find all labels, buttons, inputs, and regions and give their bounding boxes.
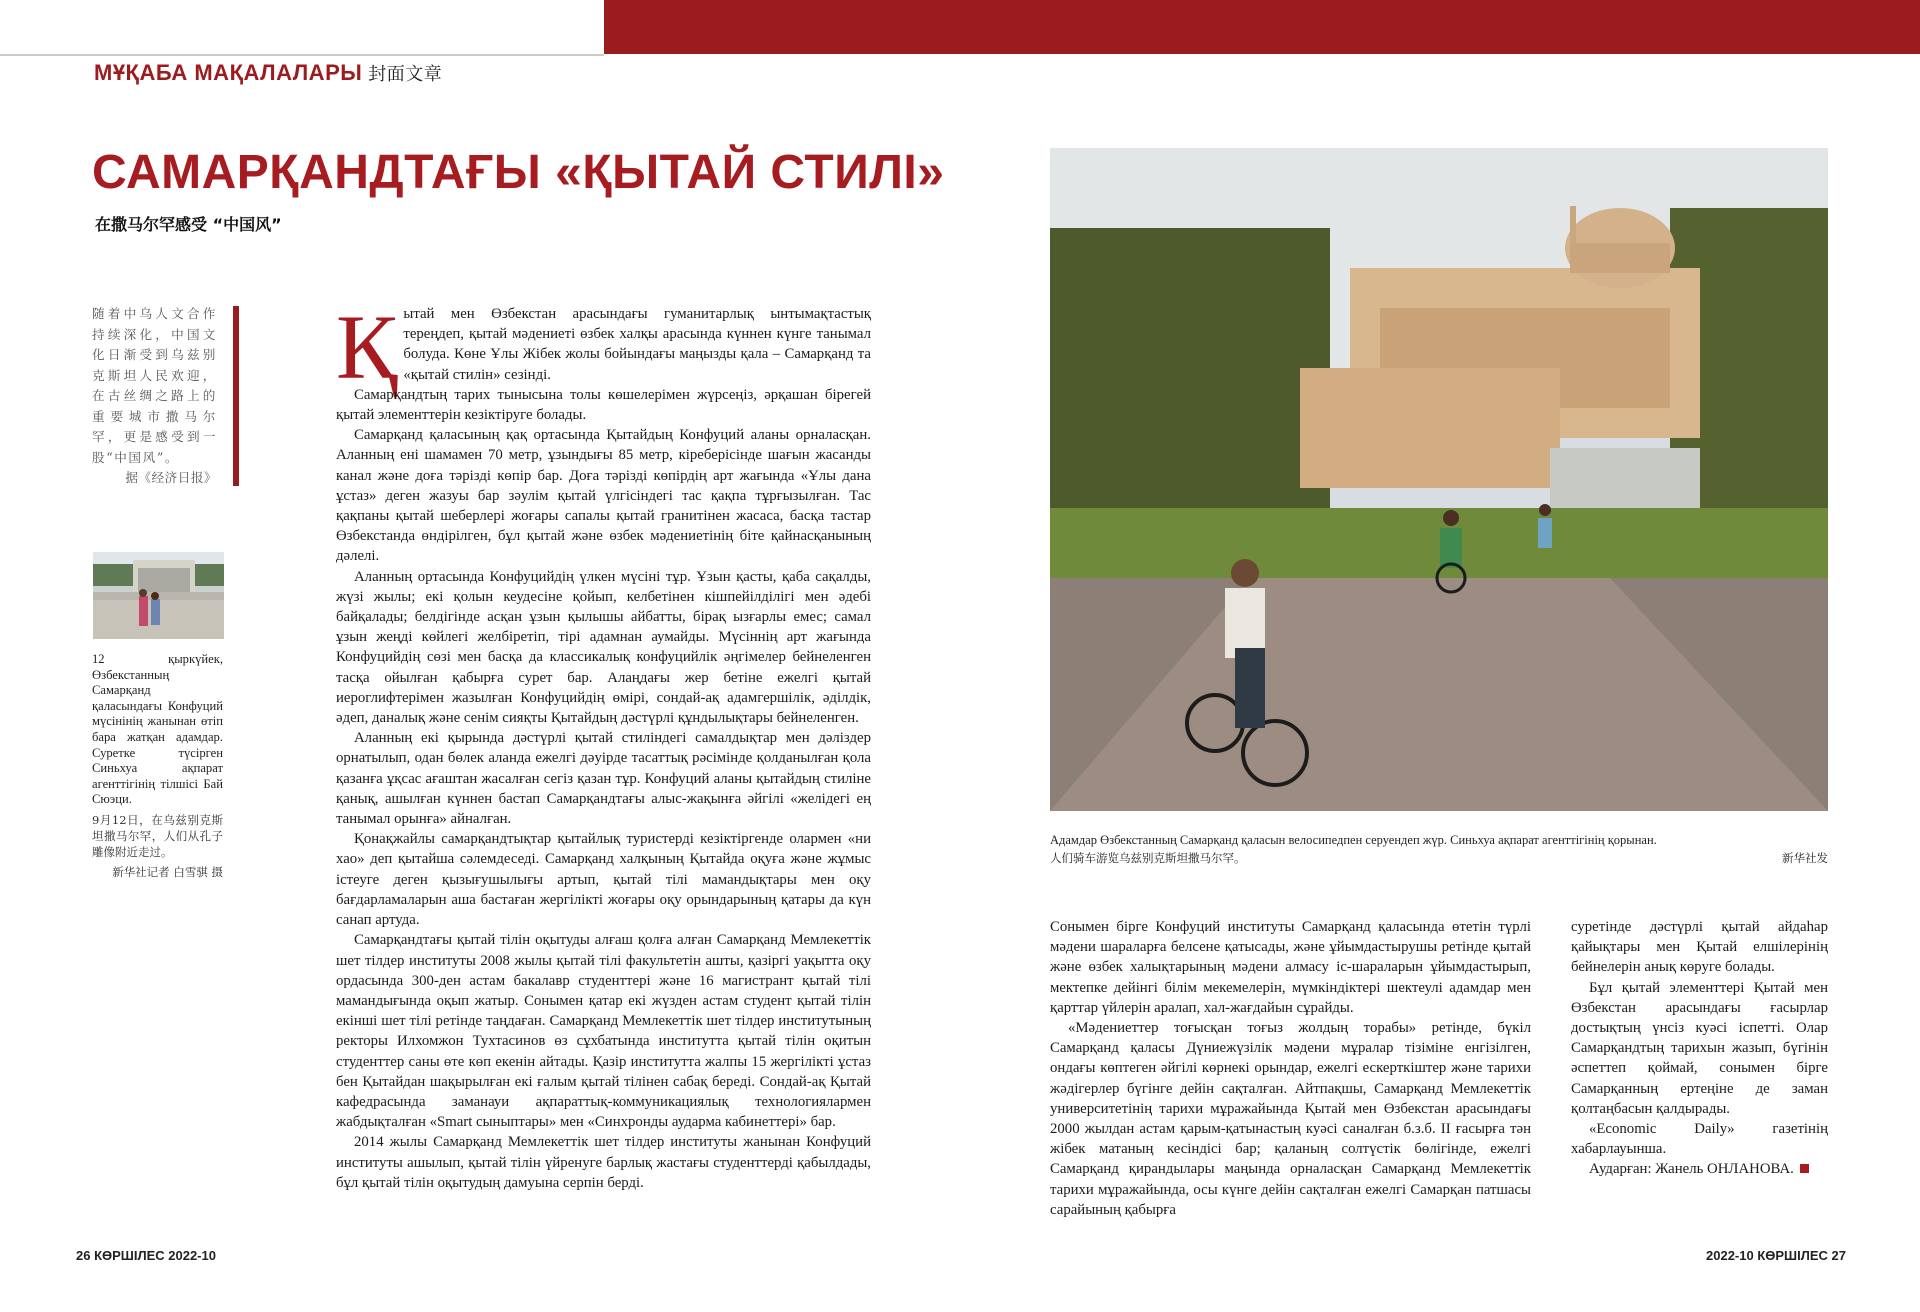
header-red-bar [604,0,1920,54]
article-column-1 [336,296,871,1193]
end-mark [1800,1164,1809,1173]
sidebar-summary-text: 随着中乌人文合作持续深化，中国文化日渐受到乌兹别克斯坦人民欢迎，在古丝绸之路上的重要城市撒马尔罕，更是感受到一股“中国风”。 [92,306,217,465]
paragraph: суретінде дәстүрлі қытай айдаһар қайықтары мен Қытай елшілерінің бейнелерін анық көруге болады. [1571,919,1828,976]
paragraph-intro-text: ытай мен Өзбекстан арасындағы гуманитарлық ынтымақтастық тереңдеп, қытай мәдениеті өзбек халқы арасында күннен күнге танымал болуда. Көне Ұлы Жібек жолы бойындағы маңызды қала – Самарқанд та «қытай стилін» сезінді. [403,306,871,383]
translator-line [1571,1159,1828,1179]
article-column-2 [1050,917,1531,1220]
main-caption-zh-row [1050,849,1828,867]
paragraph: Қонақжайлы самарқандтықтар қытайлық туристерді кезіктіргенде олармен «ни хао» деп қытайша сәлемдеседі. Самарқанд халқының Қытайда оқуға және жұмыс істеуге деген қызығушылығы артып, қытай тілі мамандықтары мен оқу бағдарламаларын аша бастаған жергілікті жоғары оқу орындарының қатары да күн санап артуда. [336,831,871,929]
article-title: САМАРҚАНДТАҒЫ «ҚЫТАЙ СТИЛІ» [92,146,945,199]
main-caption-zh: 人们骑车游览乌兹别克斯坦撒马尔罕。 [1050,851,1246,865]
small-caption-credit: 新华社记者 白雪骐 摄 [112,864,223,879]
cyclists-samarkand-photo [1050,148,1828,811]
section-label [94,60,442,86]
paragraph: Аланның ортасында Конфуцийдің үлкен мүсіні тұр. Ұзын қасты, қаба сақалды, жүзі жылы; екі қолын кеудесіне қойып, келбетінен кішпейілділігі мен әдебі байқалады; белдігінде асқан ұзын қылышы айбатты, бірақ ызғарлы емес; самал ұзын жеңді көйлегі желбіретіп, тірі адамнан аумайды. Мүсіннің арт жағында Конфуцийдің сөзі мен басқа да классикалық конфуцийлік әңгімелер бейнеленген тасқа ойылған қабырға сурет бар. Алаңдағы жер бетіне ежелгі қытай иероглифтерімен жазылған Конфуцийдің өмірі, сондай-ақ адамгершілік, әділдік, әдеп, даналық және сенім сияқты Қытайдың дәстүрлі құндылықтары бейнеленген. [336,568,871,727]
confucius-statue-photo [93,552,224,639]
sidebar-summary [92,304,217,489]
small-caption-zh: 9月12日，在乌兹别克斯坦撒马尔罕，人们从孔子雕像附近走过。 [92,812,223,859]
main-caption-credit: 新华社发 [1782,851,1828,865]
paragraph: «Economic Daily» газетінің хабарлауынша. [1571,1121,1828,1158]
sidebar-summary-source: 据《经济日报》 [125,470,217,485]
paragraph: Самарқандтың тарих тынысына толы көшелерімен жүрсеңіз, әрқашан бірегей қытай элементтерін кезіктіруге болады. [336,386,871,424]
paragraph-intro [336,296,871,398]
paragraph: Бұл қытай элементтері Қытай мен Өзбекстан арасындағы ғасырлар достықтың үнсіз куәсі іспетті. Олар Самарқандтың тарихын жазып, бүгінін әспеттеп қоймай, сонымен бірге Самарқанның ертеңіне де заман қолтаңбасын қалдырады. [1571,979,1828,1117]
quote-accent-bar [233,306,239,486]
article-column-3 [1571,917,1828,1180]
header-rule [0,54,604,56]
paragraph: Самарқанд қаласының қақ ортасында Қытайдың Конфуций аланы орналасқан. Аланның ені шамамен 70 метр, ұзындығы 85 метр, кіреберісінде шағын жасанды канал және доға тәрізді көпір бар. Доға тәрізді көпірдің арт жағында «Ұлы дана ұстаз» деген жазуы бар зәулім қытай үлгісіндегі тас қақпа тұрғызылған. Тас қақпаны қытай шеберлері жоғары сапалы қытай гранитінен жасаса, басқа тастар Өзбекстанда өндірілген, бұл қытай және өзбек мәдениетінің біте қайнасқанының дәлелі. [336,427,871,565]
section-label-zh: 封面文章 [368,64,443,84]
paragraph: «Мәдениеттер тоғысқан тоғыз жолдың торабы» ретінде, бүкіл Самарқанд қаласы Дүниежүзілік мәдени мұралар тізіміне енгізілген, ондағы көптеген әйгілі көрнекі орындар, ежелгі ескерткіштер және тарихи жәдігерлер бүгінге дейін сақталған. Айтпақшы, Самарқанд Мемлекеттік университетінің тарихи мұражайында Қытай мен Өзбекстан арасындағы 2000 жылдан астам қарым-қатынастың куәсі саналған б.з.б. II ғасырға тән жібек матаның кесіндісі бар; қаланың солтүстік бөлігінде, ежелгі Самарқанд қирандылары маңында орналасқан Самарқанд Мемлекеттік тарихи мұражайында, осы күнге дейін сақталған ежелгі Самарқан патшасы сарайының қабырға [1050,1020,1531,1218]
paragraph: Аланның екі қырында дәстүрлі қытай стиліндегі самалдықтар мен дәліздер орнатылып, одан бөлек аланда ежелгі дәуірде тасаттық рәсімінде қолданылған қола қазанға ұқсас ағаштан жасалған сегіз қазан тұр. Конфуций аланы қытайдың стиліне қанық, ашылған күннен бастап Самарқандтағы алыс-жақынға әйгілі «желідегі ең танымал орынға» айналған. [336,730,871,828]
article-subtitle: 在撒马尔罕感受 “中国风” [95,215,282,234]
small-caption-kz: 12 қыркүйек, Өзбекстанның Самарқанд қаласындағы Конфуций мүсінінің жанынан өтіп бара жатқан адамдар. Суретке түсірген Синьхуа ақпарат агенттігінің тілшісі Бай Сюэци. [92,652,223,807]
folio-right: 2022-10 КӨРШІЛЕС 27 [1706,1248,1846,1263]
translator-credit: Аударған: Жанель ОНЛАНОВА. [1589,1161,1794,1178]
folio-left: 26 КӨРШІЛЕС 2022-10 [76,1248,216,1263]
paragraph: 2014 жылы Самарқанд Мемлекеттік шет тілдер институты жанынан Конфуций институты ашылып, қытай тілін үйренуге барлық жастағы студенттерді қабылдады, бұл қытай тілін оқытудың дамуына серпін берді. [336,1134,871,1191]
main-photo-caption [1050,831,1828,867]
dropcap-letter: Қ [336,296,398,398]
paragraph: Сонымен бірге Конфуций институты Самарқанд қаласында өтетін түрлі мәдени шараларға белсене қатысады, және ұйымдастырушы ретінде қытай және өзбек халықтарының мәдени алмасу іс-шараларын ұйымдастырып, мектепке дейінгі білім мекемелерін, мүмкіндіктері шектеулі адамдар мен қарттар үйлерін аралап, хал-жағдайын сұрайды. [1050,919,1531,1016]
paragraph: Самарқандтағы қытай тілін оқытуды алғаш қолға алған Самарқанд Мемлекеттік шет тілдер институты 2008 жылы қытай тілі факультетін ашты, қазіргі уақытта оқу ордасында 300-ден астам бакалавр студенттері және 16 магистрант қытай тілі мамандығында оқып жатыр. Сонымен қатар екі жүзден астам студент қытай тілін екінші шет тілі ретінде таңдаған. Самарқанд Мемлекеттік шет тілдер институтының ректоры Илхомжон Тухтасинов өз сұхбатында институтта қытай тілін оқитын студенттер саны өте көп екенін айтады. Қазір институтта жалпы 15 жергілікті ұстаз бен Қытайдан шақырылған екі ғалым қытай тілінен сабақ береді. Сондай-ақ Қытай кафедрасында заманауи ақпараттық-коммуникациялық технологиялармен жабдықталған «Smart сыныптары» мен «Синхронды аударма кабинеттері» бар. [336,932,871,1131]
section-label-kz: МҰҚАБА МАҚАЛАЛАРЫ [94,60,363,85]
main-caption-kz: Адамдар Өзбекстанның Самарқанд қаласын велосипедпен серуендеп жүр. Синьхуа ақпарат агенттігінің қорынан. [1050,833,1657,847]
small-photo-caption [92,652,223,880]
